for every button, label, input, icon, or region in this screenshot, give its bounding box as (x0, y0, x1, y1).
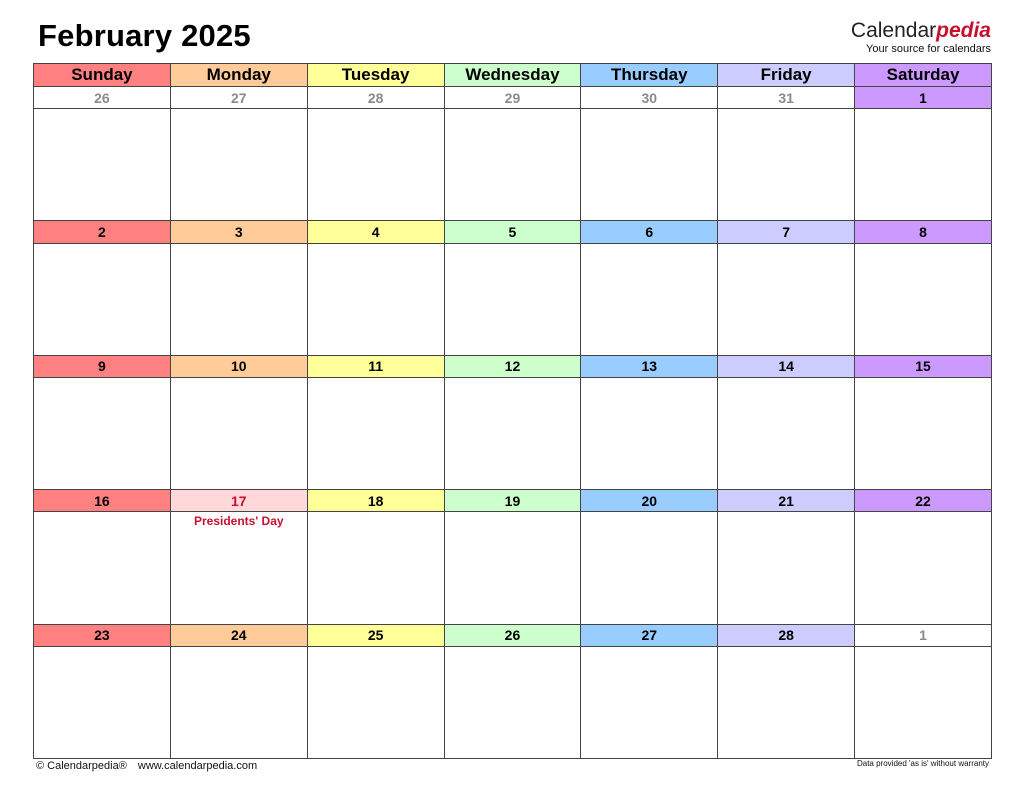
day-cell (855, 646, 992, 758)
brand-logo (851, 20, 991, 55)
day-cell (855, 109, 992, 221)
footer-credits (36, 760, 257, 772)
day-number: 2 (34, 221, 171, 243)
day-number: 23 (34, 624, 171, 646)
day-cell (170, 109, 307, 221)
week-1-dates (34, 87, 992, 109)
day-number: 1 (855, 87, 992, 109)
day-cell (718, 512, 855, 624)
day-cell (581, 646, 718, 758)
day-cell (307, 109, 444, 221)
day-cell-holiday (170, 512, 307, 624)
day-number: 20 (581, 490, 718, 512)
week-4-notes (34, 512, 992, 624)
day-cell (307, 646, 444, 758)
week-2-dates (34, 221, 992, 243)
weekday-monday: Monday (170, 64, 307, 87)
day-cell (718, 646, 855, 758)
day-cell (581, 377, 718, 489)
week-3-dates (34, 355, 992, 377)
day-number-other-month: 1 (855, 624, 992, 646)
day-number: 22 (855, 490, 992, 512)
weekday-saturday: Saturday (855, 64, 992, 87)
brand-name (851, 20, 991, 42)
day-number: 5 (444, 221, 581, 243)
day-cell (170, 243, 307, 355)
day-cell (718, 109, 855, 221)
day-cell (34, 512, 171, 624)
day-cell (307, 512, 444, 624)
day-cell (34, 377, 171, 489)
day-number: 12 (444, 355, 581, 377)
day-cell (444, 512, 581, 624)
day-number: 15 (855, 355, 992, 377)
day-cell (307, 243, 444, 355)
brand-tagline: Your source for calendars (866, 43, 991, 55)
day-number: 8 (855, 221, 992, 243)
day-cell (444, 109, 581, 221)
day-number-other-month: 27 (170, 87, 307, 109)
day-cell (581, 109, 718, 221)
day-number: 7 (718, 221, 855, 243)
day-number-other-month: 30 (581, 87, 718, 109)
weekday-thursday: Thursday (581, 64, 718, 87)
week-5-dates (34, 624, 992, 646)
day-number-other-month: 28 (307, 87, 444, 109)
day-number-holiday: 17 (170, 490, 307, 512)
week-1-notes (34, 109, 992, 221)
day-number-other-month: 31 (718, 87, 855, 109)
day-cell (855, 377, 992, 489)
day-number: 18 (307, 490, 444, 512)
brand-name-main: Calendar (850, 19, 937, 42)
day-number: 14 (718, 355, 855, 377)
calendar-grid (33, 63, 992, 759)
day-number-other-month: 29 (444, 87, 581, 109)
day-number: 27 (581, 624, 718, 646)
weekday-sunday: Sunday (34, 64, 171, 87)
weekday-wednesday: Wednesday (444, 64, 581, 87)
week-2-notes (34, 243, 992, 355)
day-number: 21 (718, 490, 855, 512)
day-number: 9 (34, 355, 171, 377)
footer-website-link[interactable]: www.calendarpedia.com (137, 760, 258, 772)
day-cell (444, 646, 581, 758)
footer-disclaimer: Data provided 'as is' without warranty (856, 759, 989, 768)
day-number: 3 (170, 221, 307, 243)
day-cell (170, 646, 307, 758)
week-4-dates (34, 490, 992, 512)
week-5-notes (34, 646, 992, 758)
footer-copyright: © Calendarpedia® (36, 760, 127, 772)
day-cell (307, 377, 444, 489)
brand-name-accent: pedia (936, 19, 991, 42)
day-cell (718, 243, 855, 355)
day-cell (444, 377, 581, 489)
day-number: 13 (581, 355, 718, 377)
day-number: 19 (444, 490, 581, 512)
day-number: 24 (170, 624, 307, 646)
day-cell (581, 243, 718, 355)
day-number: 11 (307, 355, 444, 377)
day-cell (444, 243, 581, 355)
weekday-friday: Friday (718, 64, 855, 87)
day-number: 25 (307, 624, 444, 646)
day-cell (170, 377, 307, 489)
holiday-label: Presidents' Day (193, 514, 284, 529)
day-cell (34, 109, 171, 221)
day-cell (581, 512, 718, 624)
day-number: 10 (170, 355, 307, 377)
day-cell (855, 512, 992, 624)
day-number: 16 (34, 490, 171, 512)
weekday-tuesday: Tuesday (307, 64, 444, 87)
day-cell (718, 377, 855, 489)
day-cell (855, 243, 992, 355)
weekday-header-row (34, 64, 992, 87)
page-title: February 2025 (38, 18, 251, 53)
day-cell (34, 646, 171, 758)
day-number: 28 (718, 624, 855, 646)
day-number: 6 (581, 221, 718, 243)
day-number: 26 (444, 624, 581, 646)
day-number: 4 (307, 221, 444, 243)
day-number-other-month: 26 (34, 87, 171, 109)
week-3-notes (34, 377, 992, 489)
day-cell (34, 243, 171, 355)
